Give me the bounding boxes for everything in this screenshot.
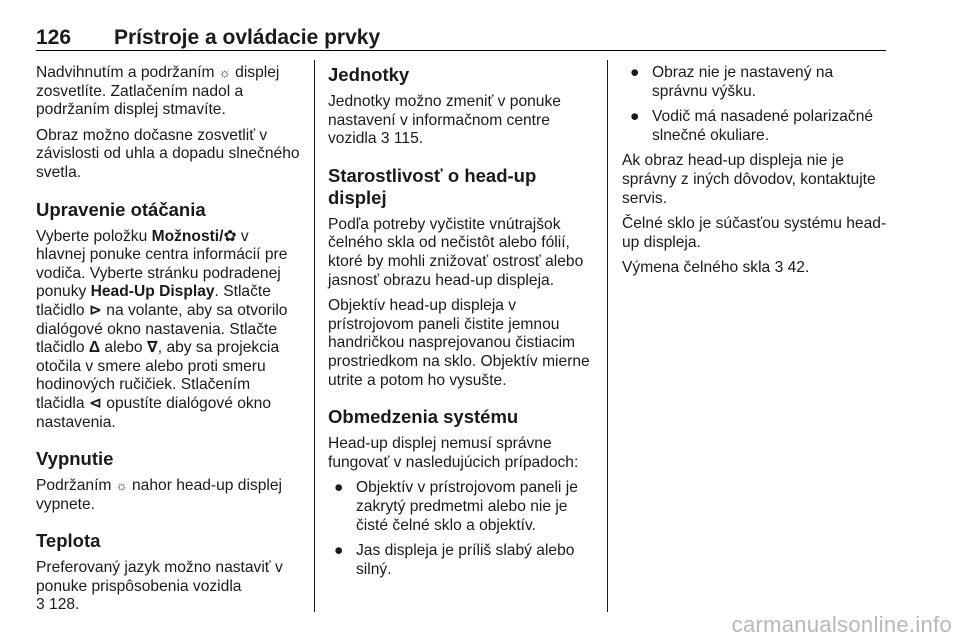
- paragraph: Preferovaný jazyk možno nastaviť v ponuke prispôsobenia vozidla 3 128.: [36, 559, 283, 614]
- section-heading-off: Vypnutie: [36, 448, 114, 470]
- section-heading-limits: Obmedzenia systému: [328, 406, 519, 428]
- page-title: Prístroje a ovládacie prvky: [114, 26, 381, 49]
- column-left: [36, 64, 302, 622]
- page-reference-link[interactable]: 3 115.: [380, 130, 424, 148]
- paragraph: Objektív head-up displeja v prístrojovom paneli čistite jemnou handričkou nasprejovanou čistiacim prostriedkom na sklo. Objektív mierne utrite a potom ho vysušte.: [328, 297, 590, 389]
- page-reference-link[interactable]: 3 128.: [36, 596, 80, 614]
- column-right: [622, 64, 888, 285]
- paragraph: Jednotky možno zmeniť v ponuke nastavení v informačnom centre vozidla 3 115.: [328, 93, 561, 148]
- list-item: ● Jas displeja je príliš slabý alebo silný.: [334, 542, 575, 578]
- paragraph: Výmena čelného skla 3 42.: [622, 259, 810, 277]
- button-back-icon: ⊲: [88, 394, 102, 412]
- bullet-icon: ●: [334, 542, 344, 560]
- paragraph: Nadvihnutím a podržaním ☼ displej zosvetlíte. Zatlačením nadol a podržaním displej stmavíte.: [36, 64, 280, 119]
- reference-arrow-icon: 3: [36, 596, 45, 614]
- bullet-icon: ●: [630, 64, 640, 81]
- paragraph: Ak obraz head-up displeja nie je správny z iných dôvodov, kontaktujte servis.: [622, 152, 876, 207]
- button-down-icon: ∇: [146, 339, 158, 357]
- column-divider: [314, 60, 315, 612]
- list-item: ● Vodič má nasadené polarizačné slnečné okuliare.: [630, 108, 874, 144]
- page-reference-link[interactable]: 3 42.: [774, 259, 810, 277]
- page-header: [36, 26, 886, 51]
- column-divider: [607, 60, 608, 612]
- paragraph: Čelné sklo je súčasťou systému head-up displeja.: [622, 215, 887, 251]
- reference-arrow-icon: 3: [380, 130, 390, 148]
- list-item: ● Obraz nie je nastavený na správnu výšku.: [630, 64, 834, 100]
- paragraph: Head-up displej nemusí správne fungovať v nasledujúcich prípadoch:: [328, 435, 579, 471]
- section-heading-rotation: Upravenie otáčania: [36, 198, 206, 220]
- list-item: ● Objektív v prístrojovom paneli je zakrytý predmetmi alebo nie je čisté čelné sklo a objektív.: [334, 479, 578, 534]
- section-heading-care: Starostlivosť o head-up displej: [328, 164, 537, 208]
- watermark: carmanualsonline.info: [731, 612, 952, 637]
- bullet-list: [622, 64, 888, 145]
- section-heading-units: Jednotky: [328, 64, 410, 85]
- column-middle: [328, 64, 594, 586]
- sun-icon: ☼: [218, 65, 231, 80]
- sun-icon: ☼: [115, 478, 128, 494]
- paragraph: Obraz možno dočasne zosvetliť v závislosti od uhla a dopadu slnečného svetla.: [36, 126, 300, 181]
- bullet-list: [328, 479, 594, 579]
- page-number: 126: [36, 26, 72, 49]
- bullet-icon: ●: [630, 108, 640, 126]
- button-up-icon: Δ: [88, 339, 101, 357]
- reference-arrow-icon: 3: [774, 259, 784, 277]
- paragraph: Vyberte položku Možnosti/✿ v hlavnej ponuke centra informácií pre vodiča. Vyberte stránku podradenej ponuky Head-Up Display. Stlačte tlačidlo ⊳ na volante, aby sa otvorilo dialógové okno nastavenia. Stlačte tlačidlo Δ alebo ∇, aby sa projekcia otočila v smere alebo proti smeru hodinových ručičiek. Stlačením tlačidla ⊲ opustíte dialógové okno nastavenia.: [36, 227, 288, 431]
- bullet-icon: ●: [334, 479, 344, 497]
- button-right-icon: ⊳: [88, 301, 102, 319]
- paragraph: Podľa potreby vyčistite vnútrajšok čelného skla od nečistôt alebo fólií, ktoré by mohli znižovať ostrosť alebo jasnosť obrazu head-up displeja.: [328, 215, 584, 289]
- gear-icon: ✿: [223, 227, 237, 245]
- section-heading-temperature: Teplota: [36, 530, 101, 552]
- paragraph: Podržaním ☼ nahor head-up displej vypnete.: [36, 477, 282, 513]
